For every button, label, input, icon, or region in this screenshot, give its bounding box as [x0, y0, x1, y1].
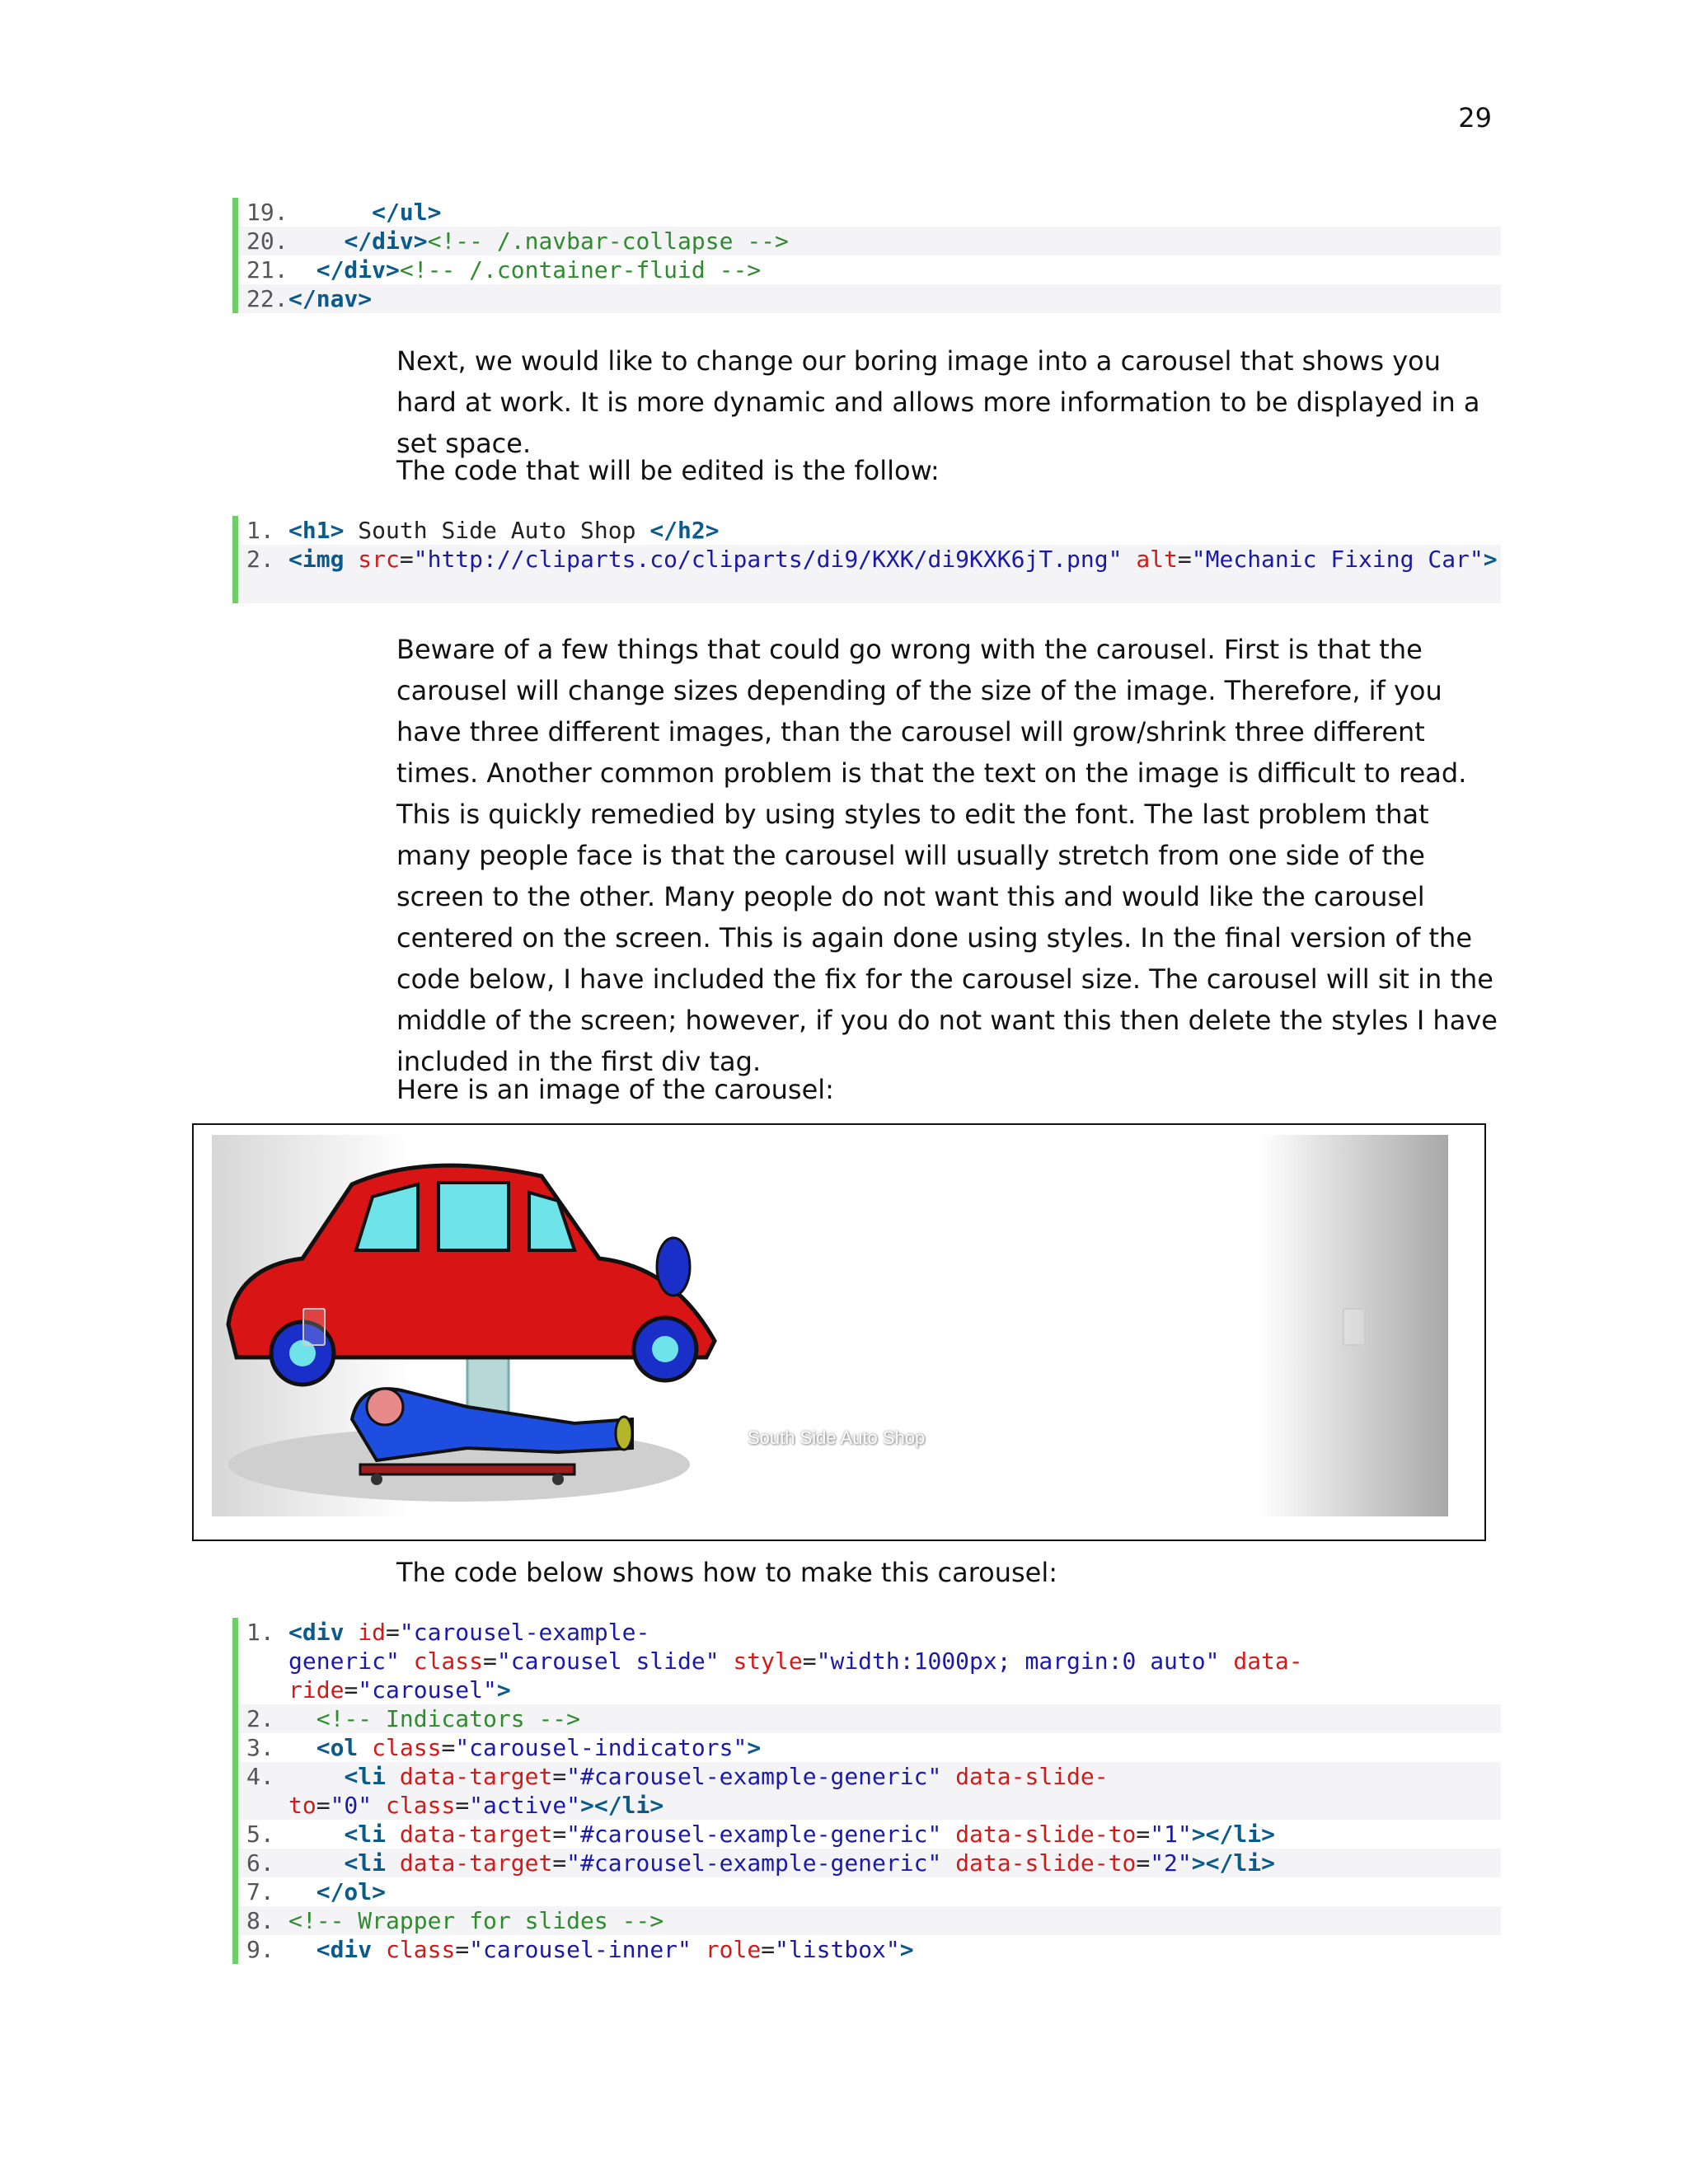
code-token — [288, 1849, 344, 1877]
code-token: ></li> — [1191, 1821, 1275, 1848]
code-text — [288, 284, 1501, 313]
code-token — [288, 1936, 316, 1963]
code-line — [238, 284, 1501, 313]
code-token: <!-- /.container-fluid --> — [399, 256, 762, 284]
code-token: = — [316, 1792, 331, 1819]
code-token: <li — [344, 1849, 387, 1877]
code-token: South Side Auto Shop — [344, 517, 650, 544]
code-token — [386, 1763, 400, 1790]
code-token — [386, 1849, 400, 1877]
code-text — [288, 1935, 1501, 1964]
code-token: data-target — [399, 1763, 553, 1790]
code-block-carousel — [232, 1618, 1501, 1964]
line-number: 8. — [246, 1907, 274, 1934]
code-line — [238, 1935, 1501, 1964]
code-token: "1" — [1150, 1821, 1192, 1848]
code-token — [941, 1763, 955, 1790]
line-number: 5. — [246, 1821, 274, 1848]
code-token — [941, 1821, 955, 1848]
code-token: <li — [344, 1821, 387, 1848]
code-token: <div — [316, 1936, 373, 1963]
code-token — [288, 199, 372, 226]
code-token: = — [802, 1647, 817, 1675]
code-token: = — [1136, 1821, 1151, 1848]
code-line — [238, 227, 1501, 255]
code-token: "carousel" — [358, 1676, 497, 1704]
paragraph-code-below: The code below shows how to make this carousel: — [396, 1557, 1058, 1588]
code-token — [720, 1647, 734, 1675]
carousel-next-icon[interactable] — [1343, 1308, 1366, 1346]
code-token: data-slide- to — [288, 1763, 1109, 1819]
code-token: alt — [1136, 546, 1178, 573]
code-text — [288, 227, 1501, 255]
code-text — [288, 1906, 1501, 1935]
code-token: style — [733, 1647, 803, 1675]
code-token: "carousel-example- generic" — [288, 1619, 650, 1675]
carousel-figure — [192, 1123, 1486, 1541]
code-token: = — [552, 1849, 567, 1877]
code-token: > — [747, 1734, 762, 1761]
code-token: "#carousel-example-generic" — [566, 1763, 942, 1790]
code-token: id — [358, 1619, 387, 1646]
code-line — [238, 1618, 1501, 1704]
code-token: src — [358, 546, 400, 573]
mechanic-car-illustration — [212, 1135, 739, 1516]
code-token: data-target — [399, 1849, 553, 1877]
line-number: 2. — [246, 1705, 274, 1732]
carousel-image — [212, 1135, 1448, 1516]
code-token: > — [1483, 546, 1498, 573]
line-number: 1. — [246, 1619, 274, 1646]
code-token — [344, 546, 358, 573]
code-token: = — [1177, 546, 1192, 573]
code-token: > — [496, 1676, 511, 1704]
code-text — [288, 1618, 1501, 1704]
code-token: = — [761, 1936, 776, 1963]
code-text — [288, 516, 1501, 545]
code-token — [344, 1619, 358, 1646]
code-text — [288, 1877, 1501, 1906]
code-token: "2" — [1150, 1849, 1192, 1877]
code-token: data- ride — [288, 1647, 1303, 1704]
code-token: = — [552, 1821, 567, 1848]
code-token: = — [344, 1676, 359, 1704]
code-text — [288, 1820, 1501, 1849]
paragraph-beware: Beware of a few things that could go wrong with the carousel. First is that the carousel will change sizes depending of the size of the image. Therefore, if you have three different images, than the carousel will grow/shrink three different times. Another common problem is that the text on the image is difficult to read. This is quickly remedied by using styles to edit the font. The last problem that many people face is that the carousel will usually stretch from one side of the screen to the other. Many people do not want this and would like the carousel centered on the screen. This is again done using styles. In the final version of the code below, I have included the fix for the carousel size. The carousel will sit in the middle of the screen; however, if you do not want this then delete the styles I have included in the first div tag. — [396, 634, 1498, 1077]
code-token — [400, 1647, 414, 1675]
paragraph-code-edited: The code that will be edited is the follow: — [396, 455, 940, 486]
code-text — [288, 1733, 1501, 1762]
code-token — [288, 1734, 316, 1761]
code-token: ></li> — [1191, 1849, 1275, 1877]
code-token: <!-- Indicators --> — [316, 1705, 581, 1732]
code-token — [288, 227, 344, 255]
line-number: 4. — [246, 1763, 274, 1790]
code-token: "width:1000px; margin:0 auto" — [816, 1647, 1220, 1675]
code-token: "0" — [330, 1792, 373, 1819]
code-token: class — [413, 1647, 484, 1675]
code-line — [238, 1906, 1501, 1935]
code-token: class — [372, 1734, 442, 1761]
code-token: "active" — [469, 1792, 581, 1819]
line-number: 2. — [246, 546, 274, 573]
code-token — [372, 1792, 386, 1819]
code-text — [288, 545, 1501, 574]
code-token — [358, 1734, 372, 1761]
code-line — [238, 1704, 1501, 1733]
code-token: "listbox" — [775, 1936, 900, 1963]
code-token — [288, 1763, 344, 1790]
code-token: </ul> — [372, 199, 442, 226]
paragraph-intro: Next, we would like to change our boring image into a carousel that shows you hard at work. It is more dynamic and allows more information to be displayed in a set space. — [396, 345, 1480, 459]
code-token: "Mechanic Fixing Car" — [1191, 546, 1484, 573]
code-token: <img — [288, 546, 345, 573]
code-token — [1219, 1647, 1233, 1675]
code-token: "carousel-indicators" — [455, 1734, 748, 1761]
code-token: role — [705, 1936, 762, 1963]
code-token: <li — [344, 1763, 387, 1790]
line-number: 1. — [246, 517, 274, 544]
code-token: = — [399, 546, 414, 573]
code-token: </nav> — [288, 285, 373, 312]
code-token — [386, 1821, 400, 1848]
code-token: "#carousel-example-generic" — [566, 1821, 942, 1848]
carousel-caption: South Side Auto Shop — [748, 1427, 926, 1448]
code-token — [941, 1849, 955, 1877]
code-token: data-target — [399, 1821, 553, 1848]
line-number: 21. — [246, 256, 288, 284]
code-token — [1122, 546, 1136, 573]
code-text — [288, 1704, 1501, 1733]
code-token: <!-- /.navbar-collapse --> — [427, 227, 789, 255]
code-token: ></li> — [580, 1792, 664, 1819]
code-token: "carousel-inner" — [469, 1936, 692, 1963]
code-line — [238, 1762, 1501, 1820]
code-token: class — [386, 1936, 456, 1963]
code-token: <div — [288, 1619, 345, 1646]
line-number: 19. — [246, 199, 288, 226]
code-token — [288, 1821, 344, 1848]
code-token: data-slide-to — [955, 1849, 1137, 1877]
code-token — [288, 1878, 316, 1905]
code-text — [288, 255, 1501, 284]
code-token: </div> — [344, 227, 428, 255]
code-token: <ol — [316, 1734, 359, 1761]
code-token: > — [899, 1936, 914, 1963]
line-number: 9. — [246, 1936, 274, 1963]
code-line — [238, 1849, 1501, 1877]
code-token — [692, 1936, 706, 1963]
line-number: 7. — [246, 1878, 274, 1905]
code-line — [238, 1877, 1501, 1906]
code-text — [288, 1849, 1501, 1877]
code-text — [288, 198, 1501, 227]
code-token: data-slide-to — [955, 1821, 1137, 1848]
paragraph-image-intro: Here is an image of the carousel: — [396, 1074, 834, 1105]
code-token: = — [455, 1936, 470, 1963]
code-token — [288, 256, 316, 284]
code-token: </div> — [316, 256, 400, 284]
code-line — [238, 198, 1501, 227]
code-token: = — [455, 1792, 470, 1819]
code-block-navbar-end — [232, 198, 1501, 313]
carousel-prev-icon[interactable] — [302, 1308, 326, 1346]
line-number: 20. — [246, 227, 288, 255]
code-token: "carousel slide" — [496, 1647, 720, 1675]
code-token: = — [552, 1763, 567, 1790]
code-line — [238, 1733, 1501, 1762]
code-line — [238, 255, 1501, 284]
code-token — [372, 1936, 386, 1963]
code-token: <h1> — [288, 517, 345, 544]
code-token: = — [483, 1647, 497, 1675]
code-token: = — [1136, 1849, 1151, 1877]
code-line — [238, 545, 1501, 574]
code-token: <!-- Wrapper for slides --> — [288, 1907, 664, 1934]
code-token: class — [386, 1792, 456, 1819]
code-token: </ol> — [316, 1878, 387, 1905]
code-token: "#carousel-example-generic" — [566, 1849, 942, 1877]
code-token: "http://cliparts.co/cliparts/di9/KXK/di9KXK6jT.png" — [413, 546, 1123, 573]
line-number: 3. — [246, 1734, 274, 1761]
code-token: = — [441, 1734, 456, 1761]
code-text — [288, 1762, 1501, 1820]
code-token — [288, 1705, 316, 1732]
line-number: 22. — [246, 285, 288, 312]
code-line — [238, 516, 1501, 545]
code-token: = — [386, 1619, 400, 1646]
line-number: 6. — [246, 1849, 274, 1877]
page-number: 29 — [1458, 102, 1492, 134]
code-block-original-image — [232, 516, 1501, 603]
code-token: </h2> — [649, 517, 720, 544]
code-line — [238, 1820, 1501, 1849]
